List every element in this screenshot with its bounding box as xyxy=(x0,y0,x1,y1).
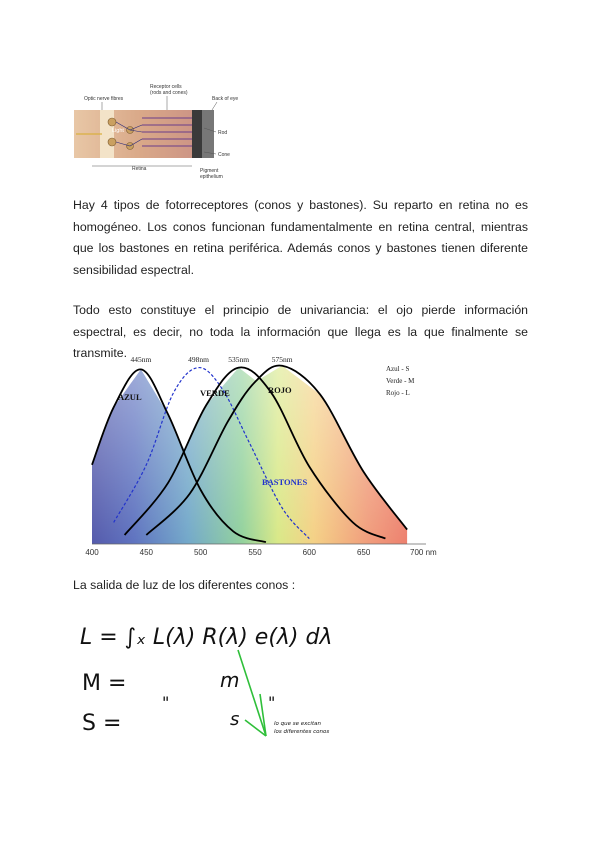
optic-nerve-label: Optic nerve fibres xyxy=(84,96,124,102)
legend-line-1: Azul - S xyxy=(386,365,410,373)
back-of-eye-label: Back of eye xyxy=(212,96,239,102)
x-tick-label: 650 xyxy=(356,548,371,557)
peak-label-azul: 445nm xyxy=(130,355,152,364)
paragraph-photoreceptors: Hay 4 tipos de fotorreceptores (conos y bastones). Su reparto en retina no es homogéneo. Los conos funcionan fundamentalmente en retina central, mientras que los bastones en retina periférica. Además conos y bastones tienen diferente sensibilidad espectral. xyxy=(73,198,528,277)
green-arrows xyxy=(238,650,266,736)
x-tick-label: 550 xyxy=(248,548,262,557)
peak-label-rojo: 575nm xyxy=(271,355,293,364)
legend-line-2: Verde - M xyxy=(386,377,415,385)
handwritten-equations xyxy=(80,612,380,742)
curve-label-bastones: BASTONES xyxy=(262,477,308,487)
curve-label-rojo: ROJO xyxy=(268,385,292,395)
receptor-sub-label: (rods and cones) xyxy=(150,90,188,96)
x-tick-label: 500 xyxy=(193,548,208,557)
legend-line-3: Rojo - L xyxy=(386,389,410,397)
curve-label-azul: AZUL xyxy=(118,392,142,402)
ditto-mark-2: " xyxy=(268,693,276,712)
paragraph-univariance: Todo esto constituye el principio de univariancia: el ojo pierde información espectral, es decir, no toda la información que llega es la que finalmente se transmite. xyxy=(73,303,528,360)
note-line-2: los diferentes conos xyxy=(274,729,330,735)
retina-diagram xyxy=(72,80,252,190)
x-tick-label: 450 xyxy=(139,548,154,557)
x-tick-label: 700 nm xyxy=(410,548,437,557)
pigment-label: Pigment xyxy=(200,168,219,174)
retina-label: Retina xyxy=(132,166,147,172)
rod-label: Rod xyxy=(218,130,228,136)
peak-label-bastones: 498nm xyxy=(188,355,209,364)
back-of-eye-layer xyxy=(202,110,214,158)
ditto-mark-1: " xyxy=(162,693,170,712)
label-m: m xyxy=(220,668,240,692)
spectral-sensitivity-chart xyxy=(80,352,440,557)
nerve-layer xyxy=(100,110,114,158)
pigment-layer xyxy=(192,110,202,158)
label-s: s xyxy=(230,709,240,730)
cone-output-caption: La salida de luz de los diferentes conos : xyxy=(73,578,296,592)
x-tick-label: 400 xyxy=(85,548,99,557)
light-label: Light xyxy=(112,128,124,134)
peak-label-verde: 535nm xyxy=(228,355,250,364)
equation-L: L = ∫ₓ L(λ) R(λ) e(λ) dλ xyxy=(80,625,333,650)
receptor-label: Receptor cells xyxy=(150,84,182,90)
cone-label: Cone xyxy=(218,152,230,158)
equation-M: M = xyxy=(82,671,127,696)
curve-label-verde: VERDE xyxy=(200,388,230,398)
x-tick-label: 600 xyxy=(302,548,317,557)
equation-S: S = xyxy=(82,711,122,736)
epithelium-label: epithelium xyxy=(200,174,223,180)
chart-legend xyxy=(386,365,415,397)
note-line-1: lo que se excitan xyxy=(274,721,321,727)
